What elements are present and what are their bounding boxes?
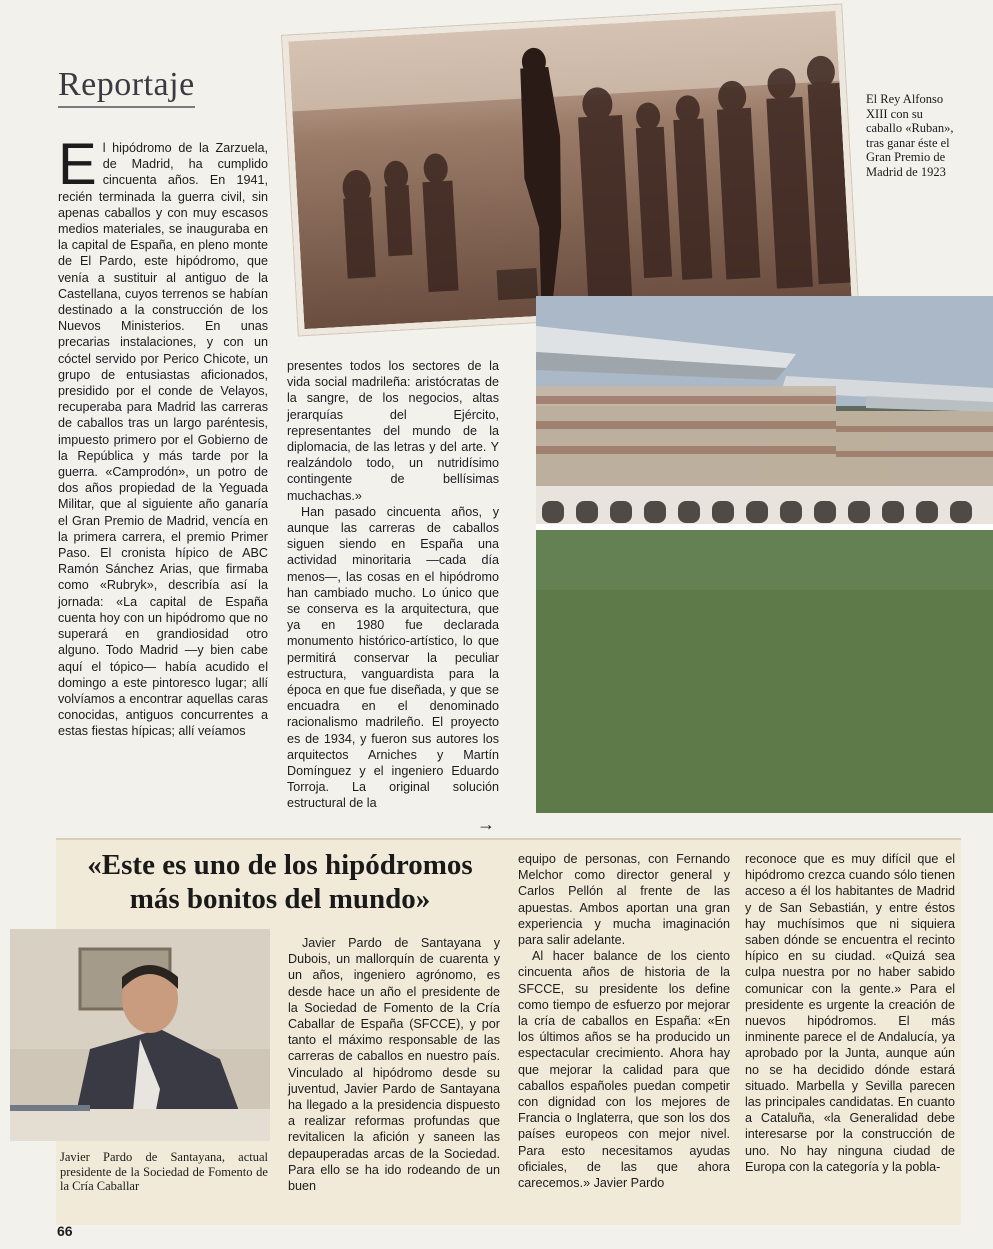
interview-column-c bbox=[745, 851, 955, 1175]
interview-colA-text: Javier Pardo de Santayana y Dubois, un mallorquín de cuarenta y un años, ingeniero agrónomo, es desde hace un año el presidente de la Sociedad de Fomento de la Cría Caballar de España (SFCCE), y por tanto el máximo responsable de las carreras de caballos en nuestro país. Vinculado al hipódromo desde su juventud, Javier Pardo de Santayana ha llegado a la presidencia dispuesto a realizar reformas profundas que revitalicen la afición y saneen las depauperadas arcas de la Sociedad. Para ello se ha ido rodeando de un buen bbox=[288, 936, 500, 1194]
article-text-col1: l hipódromo de la Zarzuela, de Madrid, ha cumplido cincuenta años. En 1941, recién terminada la guerra civil, sin apenas caballos y con muy escasos medios materiales, se inauguraba en la capital de España, en pleno monte de El Pardo, este hipódromo, que venía a sustituir al antiguo de la Castellana, cuyos terrenos se habían destinado a la construcción de los Nuevos Ministerios. En unas precarias instalaciones, y con un cóctel servido por Perico Chicote, un grupo de entusiastas aficionados, presidido por el conde de Velayos, recuperaba para Madrid las carreras de caballos tras un largo paréntesis, impuesto primero por el Gobierno de la República y más tarde por la guerra. «Camprodón», un potro de dos años propiedad de la Yeguada Militar, que al siguiente año ganaría el Gran Premio de Madrid, vencía en la primera carrera, el premio Primer Paso. El cronista hípico de ABC Ramón Sánchez Arias, que firmaba como «Rubryk», describía así la jornada: «La capital de España cuenta hoy con un hipódromo que no superará en grandiosidad otro alguno. Todo Madrid —y bien cabe aquí el tópico— había acudido el domingo a este pintoresco lugar; allí volvíamos a encontrar aquellas caras conocidas, antiguos concurrentes a estas fiestas hípicas; allí veíamos bbox=[58, 141, 268, 739]
interview-column-a bbox=[288, 935, 500, 1194]
article-col2-paragraph-2: Han pasado cincuenta años, y aunque las carreras de caballos siguen siendo en España una actividad minoritaria —cada día menos—, las cosas en el hipódromo han cambiado mucho. Lo único que se conserva es la arquitectura, que ya en 1980 fue declarada monumento histórico-artístico, lo que permitirá conservar la peculiar estructura, vanguardista para la época en que fue diseñada, y que se encuadra en el denominado racionalismo madrileño. El proyecto es de 1934, y fueron sus autores los arquitectos Arniches y Martín Domínguez y el ingeniero Eduardo Torroja. La original solución estructural de la bbox=[287, 504, 499, 811]
headline-line-1: «Este es uno de los hipódromos bbox=[87, 849, 473, 881]
article-column-1 bbox=[58, 132, 268, 740]
portrait-caption: Javier Pardo de Santayana, actual presidente de la Sociedad de Fomento de la Cría Caballar bbox=[60, 1150, 268, 1193]
interview-colB-paragraph-2: Al hacer balance de los ciento cincuenta años de historia de la SFCCE, su presidente los define como tiempo de esfuerzo por mejorar la cría de caballos en España: «En los últimos años se ha producido un espectacular crecimiento. Ahora hay que mejorar la calidad para que caballos españoles puedan competir con dignidad con los mejores de Francia o Inglaterra, que son los dos países europeos con mejor nivel. Para esto necesitamos ayudas oficiales, de las que ahora carecemos.» Javier Pardo bbox=[518, 949, 730, 1191]
article-column-2 bbox=[287, 358, 499, 812]
interview-colC-text: reconoce que es muy difícil que el hipódromo crezca cuando sólo tienen acceso a él los habitantes de Madrid y de San Sebastián, y entre éstos hay muchísimos que ni siquiera saben dónde se encuentra el recinto hípico en su ciudad. «Quizá sea culpa nuestra por no haber sabido comunicar con la gente.» Para el presidente es urgente la creación de nuevos hipódromos. El más inminente parece el de Andalucía, ya aprobado por la Junta, aunque aún no se ha decidido dónde estará situado. Marbella y Sevilla parecen las principales candidatas. En cuanto a Cataluña, «la Generalidad debe interesarse por la construcción de uno. No hay ninguna ciudad de Europa con la categoría y la pobla- bbox=[745, 852, 955, 1174]
portrait-photo bbox=[10, 929, 270, 1141]
article-col2-paragraph-1: presentes todos los sectores de la vida social madrileña: aristócratas de la sangre, de los negocios, altas jerarquías del Ejército, representantes del mundo de la diplomacia, de las letras y del arte. Y realzándolo todo, un nutridísimo contingente de bellísimas muchachas.» bbox=[287, 359, 499, 503]
interview-headline bbox=[60, 848, 500, 916]
page-number: 66 bbox=[57, 1223, 73, 1239]
headline-line-2: más bonitos del mundo» bbox=[129, 883, 431, 915]
portrait-photo-drawing bbox=[10, 929, 270, 1141]
stadium-photo-drawing bbox=[536, 296, 993, 813]
photo-caption-top: El Rey Alfonso XIII con su caballo «Ruban», tras ganar éste el Gran Premio de Madrid de 1923 bbox=[866, 92, 954, 179]
continue-arrow-icon: → bbox=[477, 814, 495, 834]
historic-photo-drawing bbox=[288, 11, 851, 329]
stadium-photo bbox=[536, 296, 993, 813]
interview-colB-paragraph-1: equipo de personas, con Fernando Melchor como director general y Carlos Pellón al frente de las apuestas. Ambos aportan una gran experiencia y mucha imaginación para salir adelante. bbox=[518, 852, 730, 948]
interview-column-b bbox=[518, 851, 730, 1191]
section-title: Reportaje bbox=[58, 66, 195, 108]
historic-photo-king-alfonso bbox=[282, 5, 858, 336]
drop-cap: E bbox=[58, 132, 97, 197]
